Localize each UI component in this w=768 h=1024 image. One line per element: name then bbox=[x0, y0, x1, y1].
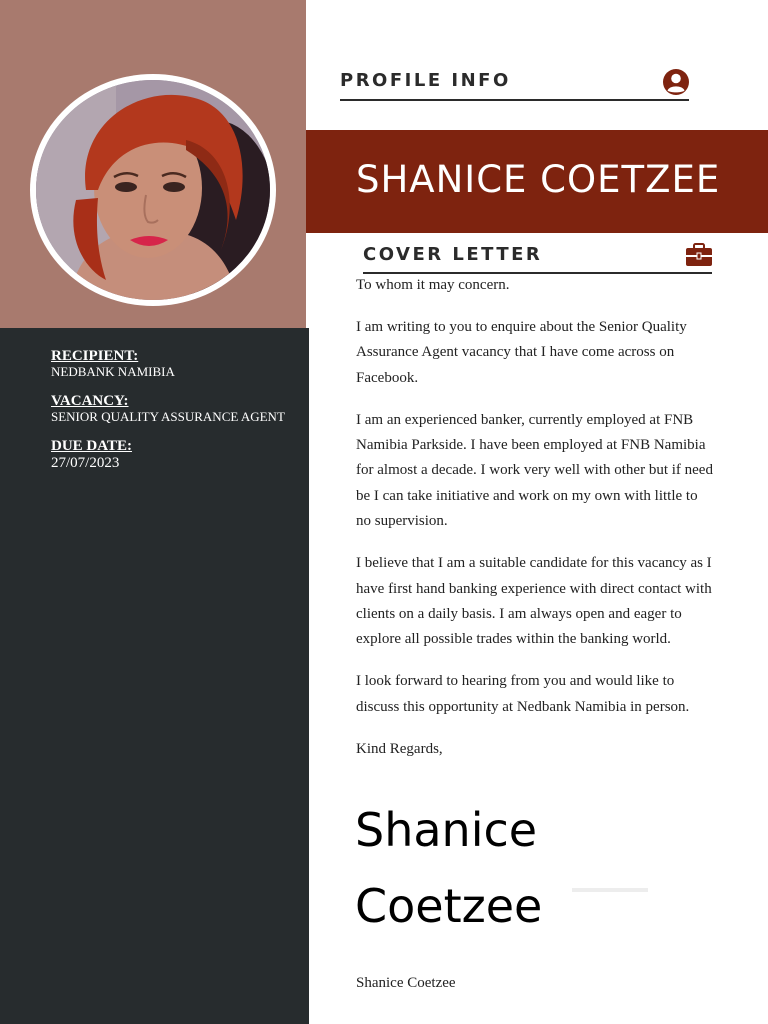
cover-letter-heading: COVER LETTER bbox=[363, 244, 543, 265]
due-date-label: DUE DATE: bbox=[51, 438, 132, 454]
letter-paragraph: I look forward to hearing from you and would like to discuss this opportunity at Nedbank Namibia in person. bbox=[356, 673, 690, 715]
briefcase-icon bbox=[685, 243, 713, 267]
letter-paragraph: I believe that I am a suitable candidate for this vacancy as I have first hand banking experience with direct contact with clients on a daily basis. I am always open and eager to explore all possible trades within the banking world. bbox=[356, 555, 712, 648]
due-date-block bbox=[51, 438, 291, 472]
profile-photo bbox=[36, 80, 270, 300]
signature-first-name: Shanice bbox=[355, 803, 538, 857]
sidebar-details bbox=[51, 348, 291, 486]
profile-info-heading: PROFILE INFO bbox=[340, 70, 511, 91]
recipient-value: NEDBANK NAMIBIA bbox=[51, 364, 175, 379]
letter-body bbox=[356, 273, 716, 779]
user-circle-icon bbox=[662, 68, 690, 96]
faint-watermark bbox=[572, 886, 648, 894]
recipient-label: RECIPIENT: bbox=[51, 348, 139, 364]
letter-paragraph: I am an experienced banker, currently employed at FNB Namibia Parkside. I have been employed at FNB Namibia for almost a decade. I work very well with other but if need be I can take initiative and work on my own with little to no supervision. bbox=[356, 411, 713, 530]
vacancy-value: SENIOR QUALITY ASSURANCE AGENT bbox=[51, 409, 285, 424]
letter-closing: Kind Regards, bbox=[356, 740, 443, 757]
applicant-name: SHANICE COETZEE bbox=[356, 158, 721, 201]
due-date-value: 27/07/2023 bbox=[51, 455, 120, 471]
portrait-illustration bbox=[36, 80, 270, 300]
letter-paragraph: I am writing to you to enquire about the Senior Quality Assurance Agent vacancy that I have come across on Facebook. bbox=[356, 318, 687, 386]
letter-greeting: To whom it may concern. bbox=[356, 277, 510, 293]
signoff-name: Shanice Coetzee bbox=[356, 975, 456, 991]
recipient-block bbox=[51, 348, 291, 379]
vacancy-block bbox=[51, 393, 291, 424]
profile-divider bbox=[340, 99, 689, 101]
signature-last-name: Coetzee bbox=[355, 879, 543, 933]
vacancy-label: VACANCY: bbox=[51, 393, 129, 409]
